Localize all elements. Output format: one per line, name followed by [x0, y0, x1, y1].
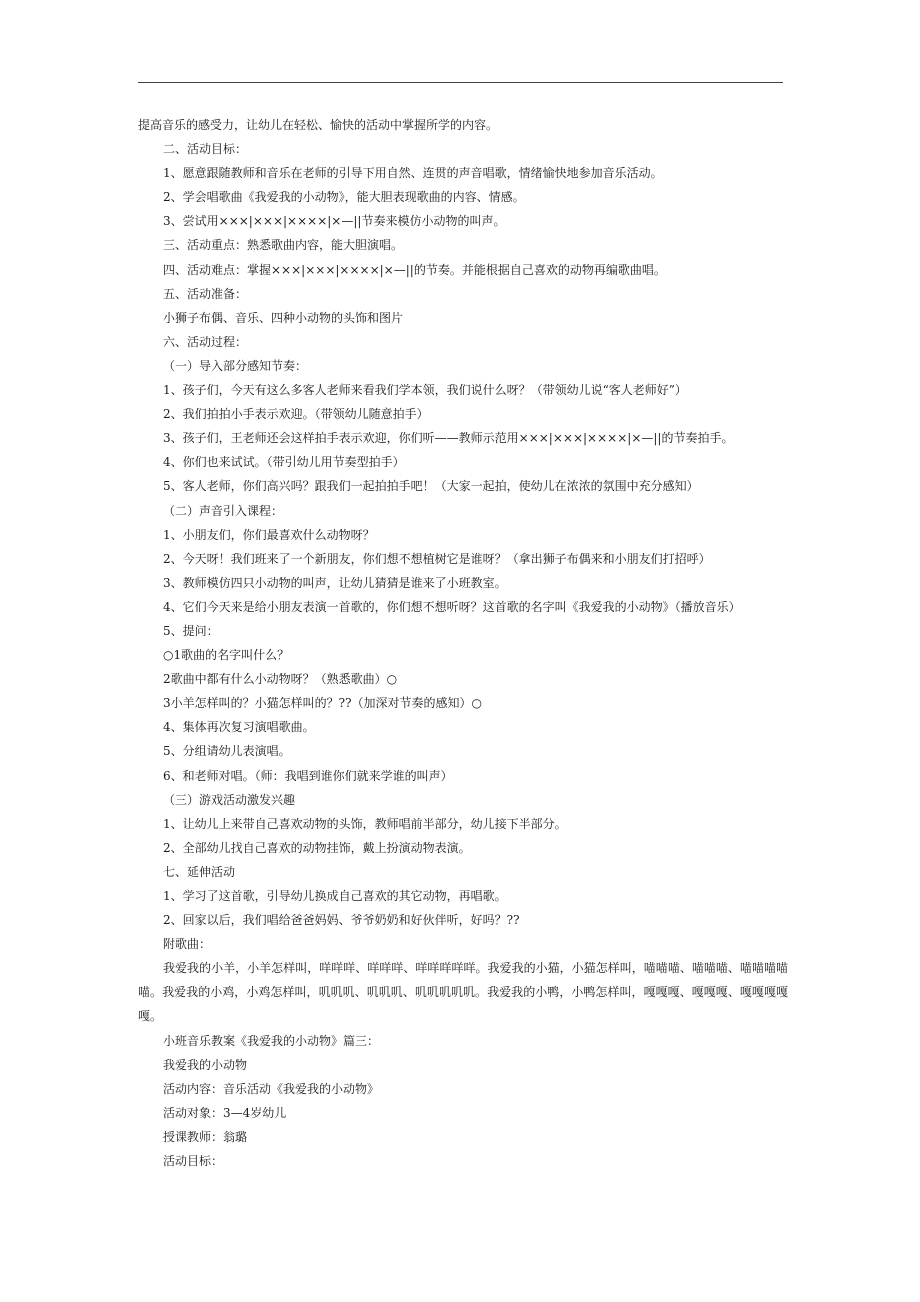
- header-rule: [138, 82, 783, 83]
- text-line: 1、愿意跟随教师和音乐在老师的引导下用自然、连贯的声音唱歌，情绪愉快地参加音乐活动。: [163, 166, 663, 181]
- text-line: 1、孩子们，今天有这么多客人老师来看我们学本领，我们说什么呀？（带领幼儿说“客人老师好”）: [163, 383, 687, 398]
- text-line: 五、活动准备：: [163, 286, 248, 301]
- text-line: 4、它们今天来是给小朋友表演一首歌的，你们想不想听呀？这首歌的名字叫《我爱我的小动物》（播放音乐）: [163, 599, 741, 614]
- text-line: 七、延伸活动: [163, 864, 236, 879]
- text-line: 2、学会唱歌曲《我爱我的小动物》，能大胆表现歌曲的内容、情感。: [163, 190, 525, 205]
- text-line: 三、活动重点：熟悉歌曲内容，能大胆演唱。: [163, 238, 404, 253]
- text-line: 授课教师：翁璐: [163, 1129, 248, 1144]
- text-line: 2、今天呀！我们班来了一个新朋友，你们想不想植树它是谁呀？（拿出狮子布偶来和小朋友们打招呼）: [163, 551, 711, 566]
- text-line: 小班音乐教案《我爱我的小动物》篇三：: [163, 1033, 380, 1048]
- text-line: 2、回家以后，我们唱给爸爸妈妈、爷爷奶奶和好伙伴听，好吗？??: [163, 913, 520, 928]
- text-line: 5、分组请幼儿表演唱。: [163, 744, 291, 759]
- text-line: 2、全部幼儿找自己喜欢的动物挂饰，戴上扮演动物表演。: [163, 840, 471, 855]
- text-line: ○1歌曲的名字叫什么？: [163, 648, 290, 663]
- text-line: （二）声音引入课程：: [163, 503, 284, 518]
- text-line: 4、集体再次复习演唱歌曲。: [163, 720, 315, 735]
- text-line: 5、客人老师，你们高兴吗？跟我们一起拍拍手吧！（大家一起拍，使幼儿在浓浓的氛围中充分感知）: [163, 479, 699, 494]
- document-body: [138, 113, 788, 1173]
- text-line: 2、我们拍拍小手表示欢迎。（带领幼儿随意拍手）: [163, 407, 429, 422]
- document-lines: [138, 113, 788, 956]
- text-line: 活动目标：: [163, 1154, 224, 1169]
- text-line: 活动对象：3—4岁幼儿: [163, 1105, 287, 1120]
- text-line: 活动内容：音乐活动《我爱我的小动物》: [163, 1081, 380, 1096]
- text-line: 四、活动难点：掌握×××|×××|××××|×—||的节奏。并能根据自己喜欢的动物再编歌曲唱。: [163, 262, 666, 277]
- text-line: 6、和老师对唱。（师：我唱到谁你们就来学谁的叫声）: [163, 768, 453, 783]
- text-line: 4、你们也来试试。（带引幼儿用节奏型拍手）: [163, 455, 405, 470]
- text-line: 1、让幼儿上来带自己喜欢动物的头饰，教师唱前半部分，幼儿接下半部分。: [163, 816, 567, 831]
- text-line: 六、活动过程：: [163, 334, 248, 349]
- text-line: 3、教师模仿四只小动物的叫声，让幼儿猜猜是谁来了小班教室。: [163, 575, 507, 590]
- text-line: 提高音乐的感受力，让幼儿在轻松、愉快的活动中掌握所学的内容。: [138, 118, 499, 132]
- text-line: 1、小朋友们，你们最喜欢什么动物呀？: [163, 527, 375, 542]
- text-line: 小狮子布偶、音乐、四种小动物的头饰和图片: [163, 310, 404, 325]
- text-line: 1、学习了这首歌，引导幼儿换成自己喜欢的其它动物，再唱歌。: [163, 889, 507, 903]
- text-line: 附歌曲：: [163, 937, 212, 952]
- text-line: 二、活动目标：: [163, 142, 248, 157]
- text-line: 2歌曲中都有什么小动物呀？（熟悉歌曲）○: [163, 672, 398, 687]
- song-lyrics-paragraph: 我爱我的小羊，小羊怎样叫，咩咩咩、咩咩咩、咩咩咩咩咩。我爱我的小猫，小猫怎样叫，喵喵喵、喵喵喵、喵喵喵喵喵。我爱我的小鸡，小鸡怎样叫，叽叽叽、叽叽叽、叽叽叽叽叽。我爱我的小鸭，小鸭怎样叫，嘎嘎嘎、嘎嘎嘎、嘎嘎嘎嘎嘎。: [138, 961, 788, 1024]
- text-line: 5、提问：: [163, 623, 219, 638]
- document-tail-lines: [138, 1029, 788, 1174]
- text-line: 3小羊怎样叫的？小猫怎样叫的？??（加深对节奏的感知）○: [163, 696, 482, 711]
- text-line: 3、尝试用×××|×××|××××|×—||节奏来模仿小动物的叫声。: [163, 214, 506, 229]
- text-line: （三）游戏活动激发兴趣: [163, 792, 296, 807]
- text-line: 3、孩子们，王老师还会这样拍手表示欢迎，你们听——教师示范用×××|×××|××××|×—||的节奏拍手。: [163, 431, 734, 446]
- text-line: （一）导入部分感知节奏：: [163, 358, 308, 373]
- text-line: 我爱我的小动物: [163, 1057, 248, 1072]
